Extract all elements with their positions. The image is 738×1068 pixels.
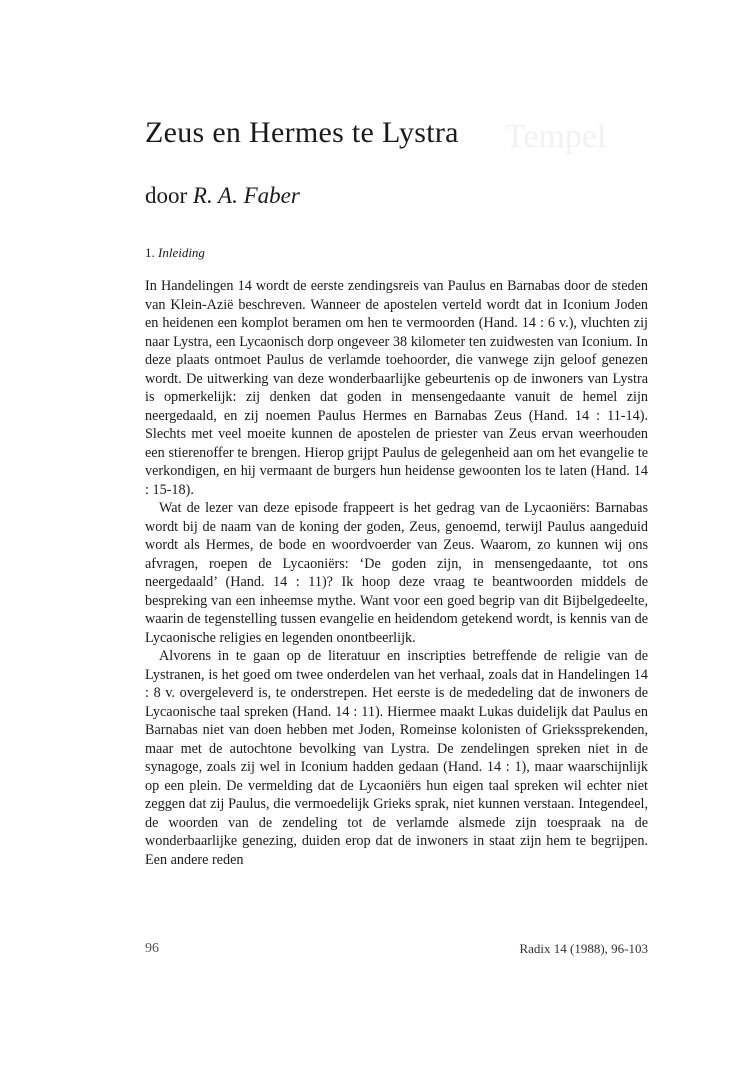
paragraph: Alvorens in te gaan op de literatuur en inscripties betreffende de religie van de Lystranen, is het goed om twee onderdelen van het verhaal, zoals dat in Handelingen 14 : 8 v. overgeleverd is, te onderstrepen. Het eerste is de mededeling dat de inwoners de Lycaonische taal spreken (Hand. 14 : 11). Hiermee maakt Lukas duidelijk dat Paulus en Barnabas niet van doen hebben met Joden, Romeinse kolonisten of Griekssprekenden, maar met de autochtone bevolking van Lystra. De zendelingen spreken niet in de synagoge, zoals zij wel in Iconium hadden gedaan (Hand. 14 : 1), maar waarschijnlijk op een plein. De vermelding dat de Lycaoniërs hun eigen taal spreken wil echter niet zeggen dat zij Paulus, die vermoedelijk Grieks sprak, niet kunnen verstaan. Integendeel, de woorden van de zendeling tot de verlamde alsmede zijn toespraak na de wonderbaarlijke genezing, duiden erop dat de inwoners in staat zijn hem te begrijpen. Een andere reden <box>145 648 648 868</box>
byline <box>145 183 300 209</box>
paragraph: In Handelingen 14 wordt de eerste zendingsreis van Paulus en Barnabas door de steden van Klein-Azië beschreven. Wanneer de apostelen verteld wordt dat in Iconium Joden en heidenen een komplot beramen om hen te vermoorden (Hand. 14 : 6 v.), vluchten zij naar Lystra, een Lycaonisch dorp ongeveer 38 kilometer ten zuidwesten van Iconium. In deze plaats ontmoet Paulus de verlamde toehoorder, die vanwege zijn geloof genezen wordt. De uitwerking van deze wonderbaarlijke gebeurtenis op de inwoners van Lystra is opmerkelijk: zij denken dat goden in mensengedaante vanuit de hemel zijn neergedaald, en zij noemen Paulus Hermes en Barnabas Zeus (Hand. 14 : 11-14). Slechts met veel moeite kunnen de apostelen de priester van Zeus ervan weerhouden een stierenoffer te brengen. Hierop grijpt Paulus de gelegenheid aan om het evangelie te verkondigen, en hij vermaant de burgers hun heidense gewoonten los te laten (Hand. 14 : 15-18). <box>145 278 648 498</box>
section-heading <box>145 245 205 261</box>
section-title: Inleiding <box>158 245 205 260</box>
byline-prefix: door <box>145 183 188 208</box>
journal-citation: Radix 14 (1988), 96-103 <box>519 941 648 956</box>
bleed-through-text: Tempel <box>505 118 607 154</box>
paragraph: Wat de lezer van deze episode frappeert is het gedrag van de Lycaoniërs: Barnabas wordt bij de naam van de koning der goden, Zeus, genoemd, terwijl Paulus aangeduid wordt als Hermes, de bode en woordvoerder van Zeus. Waarom, zo kunnen wij ons afvragen, roepen de Lycaoniërs: ‘De goden zijn, in mensengedaante, tot ons neergedaald’ (Hand. 14 : 11)? Ik hoop deze vraag te beantwoorden middels de bespreking van een inheemse mythe. Want voor een goed begrip van dit Bijbelgedeelte, waarin de tegenstelling tussen evangelie en heidendom getekend wordt, is kennis van de Lycaonische religies en legenden onontbeerlijk. <box>145 500 648 646</box>
section-number: 1. <box>145 245 155 260</box>
author-name: R. A. Faber <box>192 183 300 208</box>
page-number: 96 <box>145 941 159 956</box>
body-text <box>145 277 648 869</box>
article-title: Zeus en Hermes te Lystra <box>145 116 459 149</box>
